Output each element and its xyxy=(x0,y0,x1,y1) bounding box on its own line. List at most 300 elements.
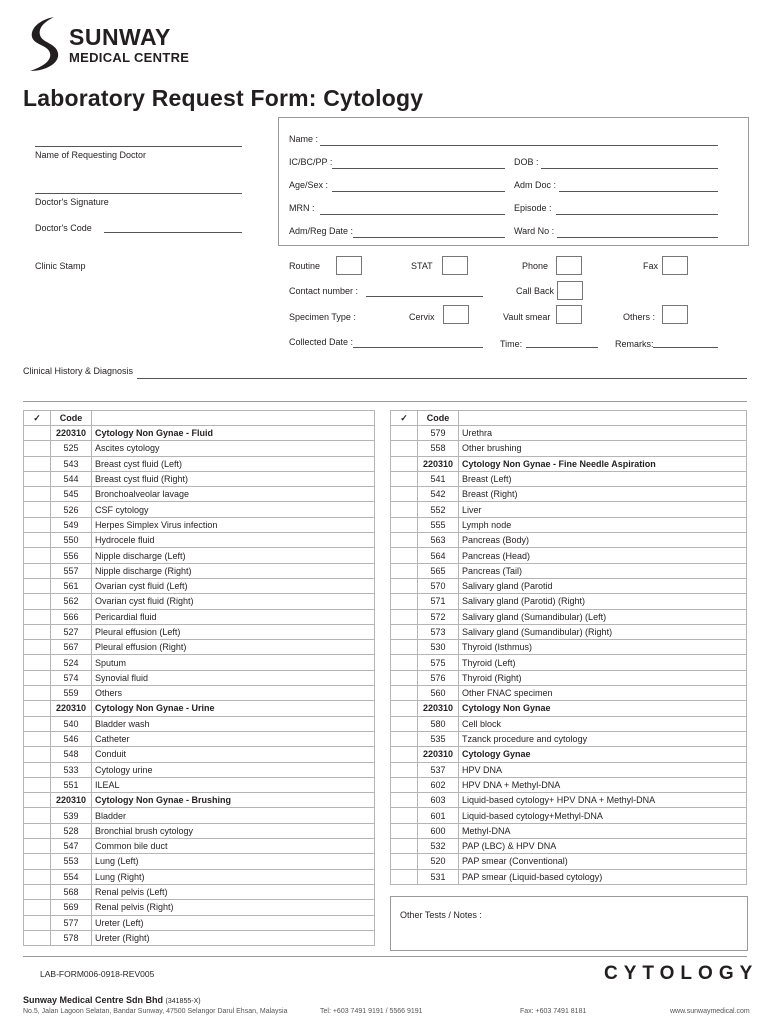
row-checkbox[interactable] xyxy=(391,747,418,762)
specimen-label: Specimen Type : xyxy=(289,312,356,322)
table-row xyxy=(24,808,375,823)
row-checkbox[interactable] xyxy=(24,471,51,486)
row-checkbox[interactable] xyxy=(24,426,51,441)
dob-field[interactable] xyxy=(541,168,718,169)
table-row xyxy=(391,869,747,884)
table-row xyxy=(24,655,375,670)
doctor-code-line[interactable] xyxy=(104,232,242,233)
company-web: www.sunwaymedical.com xyxy=(670,1008,750,1015)
row-checkbox[interactable] xyxy=(24,716,51,731)
test-code: 528 xyxy=(51,823,92,838)
table-row xyxy=(24,915,375,930)
test-name: Bronchial brush cytology xyxy=(92,823,375,838)
code-header: Code xyxy=(51,411,92,426)
row-checkbox[interactable] xyxy=(391,670,418,685)
test-name: Breast (Left) xyxy=(459,471,747,486)
test-name: Methyl-DNA xyxy=(459,823,747,838)
test-name: Ureter (Right) xyxy=(92,930,375,945)
admreg-field[interactable] xyxy=(353,237,505,238)
test-code: 601 xyxy=(418,808,459,823)
test-name: Lymph node xyxy=(459,517,747,532)
test-code: 537 xyxy=(418,762,459,777)
test-code: 542 xyxy=(418,487,459,502)
callback-checkbox[interactable] xyxy=(557,281,583,300)
test-name: Other FNAC specimen xyxy=(459,686,747,701)
table-row xyxy=(391,731,747,746)
test-code: 540 xyxy=(51,716,92,731)
test-name: Conduit xyxy=(92,747,375,762)
test-code: 569 xyxy=(51,900,92,915)
table-row xyxy=(24,640,375,655)
row-checkbox[interactable] xyxy=(24,777,51,792)
table-row xyxy=(391,533,747,548)
name-header xyxy=(459,411,747,426)
others-checkbox[interactable] xyxy=(662,305,688,324)
row-checkbox[interactable] xyxy=(24,563,51,578)
table-row xyxy=(391,624,747,639)
row-checkbox[interactable] xyxy=(24,900,51,915)
test-code: 535 xyxy=(418,731,459,746)
row-checkbox[interactable] xyxy=(24,839,51,854)
remarks-label: Remarks: xyxy=(615,339,654,349)
row-checkbox[interactable] xyxy=(24,441,51,456)
test-name: Nipple discharge (Left) xyxy=(92,548,375,563)
test-name: PAP smear (Liquid-based cytology) xyxy=(459,869,747,884)
row-checkbox[interactable] xyxy=(24,655,51,670)
test-code: 526 xyxy=(51,502,92,517)
row-checkbox[interactable] xyxy=(24,517,51,532)
others-label: Others : xyxy=(623,312,656,322)
time-label: Time: xyxy=(500,339,523,349)
row-checkbox[interactable] xyxy=(24,747,51,762)
row-checkbox[interactable] xyxy=(391,701,418,716)
table-row xyxy=(391,456,747,471)
remarks-field[interactable] xyxy=(653,347,718,348)
vault-label: Vault smear xyxy=(503,312,551,322)
test-code: 572 xyxy=(418,609,459,624)
test-code: 564 xyxy=(418,548,459,563)
test-code: 220310 xyxy=(51,793,92,808)
company-fax: Fax: +603 7491 8181 xyxy=(520,1008,587,1015)
test-name: Urethra xyxy=(459,426,747,441)
phone-label: Phone xyxy=(522,261,549,271)
test-code: 549 xyxy=(51,517,92,532)
test-name: Ascites cytology xyxy=(92,441,375,456)
test-code: 546 xyxy=(51,731,92,746)
test-name: Lung (Right) xyxy=(92,869,375,884)
row-checkbox[interactable] xyxy=(391,686,418,701)
table-row xyxy=(24,594,375,609)
table-row xyxy=(391,471,747,486)
test-name: Pancreas (Tail) xyxy=(459,563,747,578)
table-row xyxy=(24,624,375,639)
test-code: 600 xyxy=(418,823,459,838)
row-checkbox[interactable] xyxy=(391,594,418,609)
company-name-text: Sunway Medical Centre Sdn Bhd xyxy=(23,995,164,1005)
test-name: HPV DNA + Methyl-DNA xyxy=(459,777,747,792)
table-row xyxy=(391,441,747,456)
phone-checkbox[interactable] xyxy=(556,256,582,275)
table-row xyxy=(24,533,375,548)
tick-header: ✓ xyxy=(24,411,51,426)
test-code: 603 xyxy=(418,793,459,808)
test-code: 557 xyxy=(51,563,92,578)
admdoc-label: Adm Doc : xyxy=(514,180,557,190)
collected-label: Collected Date : xyxy=(289,337,354,347)
routine-checkbox[interactable] xyxy=(336,256,362,275)
row-checkbox[interactable] xyxy=(24,854,51,869)
table-row xyxy=(391,808,747,823)
row-checkbox[interactable] xyxy=(24,808,51,823)
row-checkbox[interactable] xyxy=(391,441,418,456)
clinic-stamp-label: Clinic Stamp xyxy=(35,261,86,271)
test-name: Bladder wash xyxy=(92,716,375,731)
test-code: 220310 xyxy=(51,701,92,716)
company-tel: Tel: +603 7491 9191 / 5566 9191 xyxy=(320,1008,423,1015)
row-checkbox[interactable] xyxy=(391,777,418,792)
row-checkbox[interactable] xyxy=(391,823,418,838)
clinical-history-line[interactable] xyxy=(137,378,747,379)
table-row xyxy=(24,471,375,486)
test-name: Herpes Simplex Virus infection xyxy=(92,517,375,532)
test-code: 562 xyxy=(51,594,92,609)
table-row xyxy=(24,884,375,899)
table-row xyxy=(24,731,375,746)
test-code: 220310 xyxy=(418,747,459,762)
test-name: Thyroid (Right) xyxy=(459,670,747,685)
ic-label: IC/BC/PP : xyxy=(289,157,333,167)
test-code: 602 xyxy=(418,777,459,792)
test-code: 525 xyxy=(51,441,92,456)
test-name: Ureter (Left) xyxy=(92,915,375,930)
row-checkbox[interactable] xyxy=(24,456,51,471)
test-code: 579 xyxy=(418,426,459,441)
test-code: 527 xyxy=(51,624,92,639)
test-name: PAP (LBC) & HPV DNA xyxy=(459,839,747,854)
test-code: 539 xyxy=(51,808,92,823)
row-checkbox[interactable] xyxy=(391,762,418,777)
table-row xyxy=(391,670,747,685)
table-row xyxy=(391,640,747,655)
table-row xyxy=(391,747,747,762)
table-row xyxy=(391,839,747,854)
test-code: 568 xyxy=(51,884,92,899)
test-code: 555 xyxy=(418,517,459,532)
row-checkbox[interactable] xyxy=(24,640,51,655)
test-code: 544 xyxy=(51,471,92,486)
table-row xyxy=(24,563,375,578)
table-row xyxy=(24,686,375,701)
row-checkbox[interactable] xyxy=(391,854,418,869)
contact-field[interactable] xyxy=(366,296,483,297)
row-checkbox[interactable] xyxy=(391,517,418,532)
tick-header: ✓ xyxy=(391,411,418,426)
table-row xyxy=(391,426,747,441)
test-code: 524 xyxy=(51,655,92,670)
test-code: 543 xyxy=(51,456,92,471)
row-checkbox[interactable] xyxy=(391,578,418,593)
test-code: 545 xyxy=(51,487,92,502)
test-name: Liquid-based cytology+ HPV DNA + Methyl-DNA xyxy=(459,793,747,808)
test-name: Cytology Non Gynae - Urine xyxy=(92,701,375,716)
doctor-name-label: Name of Requesting Doctor xyxy=(35,150,147,160)
test-code: 548 xyxy=(51,747,92,762)
row-checkbox[interactable] xyxy=(391,563,418,578)
row-checkbox[interactable] xyxy=(24,762,51,777)
test-name: Tzanck procedure and cytology xyxy=(459,731,747,746)
test-name: PAP smear (Conventional) xyxy=(459,854,747,869)
doctor-signature-label: Doctor's Signature xyxy=(35,197,109,207)
test-code: 533 xyxy=(51,762,92,777)
test-code: 553 xyxy=(51,854,92,869)
row-checkbox[interactable] xyxy=(24,594,51,609)
time-field[interactable] xyxy=(526,347,598,348)
table-row xyxy=(24,823,375,838)
fax-checkbox[interactable] xyxy=(662,256,688,275)
other-tests-label: Other Tests / Notes : xyxy=(400,910,482,920)
collected-field[interactable] xyxy=(353,347,483,348)
cytology-banner: CYTOLOGY xyxy=(604,963,759,984)
test-name: Liver xyxy=(459,502,747,517)
cervix-label: Cervix xyxy=(409,312,435,322)
row-checkbox[interactable] xyxy=(391,640,418,655)
test-name: Cytology Non Gynae - Fluid xyxy=(92,426,375,441)
row-checkbox[interactable] xyxy=(24,487,51,502)
test-code: 567 xyxy=(51,640,92,655)
test-code: 220310 xyxy=(418,701,459,716)
test-name: Hydrocele fluid xyxy=(92,533,375,548)
table-row xyxy=(24,747,375,762)
doctor-signature-line[interactable] xyxy=(35,193,242,194)
table-row xyxy=(24,487,375,502)
test-name: Breast cyst fluid (Right) xyxy=(92,471,375,486)
test-name: Salivary gland (Parotid) (Right) xyxy=(459,594,747,609)
doctor-name-line[interactable] xyxy=(35,146,242,147)
admreg-label: Adm/Reg Date : xyxy=(289,226,354,236)
row-checkbox[interactable] xyxy=(391,609,418,624)
row-checkbox[interactable] xyxy=(391,808,418,823)
row-checkbox[interactable] xyxy=(391,548,418,563)
test-name: Ovarian cyst fluid (Left) xyxy=(92,578,375,593)
table-row xyxy=(391,823,747,838)
row-checkbox[interactable] xyxy=(24,884,51,899)
test-code: 550 xyxy=(51,533,92,548)
table-row xyxy=(24,426,375,441)
test-name: Ovarian cyst fluid (Right) xyxy=(92,594,375,609)
test-name: Salivary gland (Parotid xyxy=(459,578,747,593)
test-name: Cell block xyxy=(459,716,747,731)
test-code: 571 xyxy=(418,594,459,609)
test-code: 576 xyxy=(418,670,459,685)
test-name: Cytology Non Gynae xyxy=(459,701,747,716)
table-row xyxy=(24,716,375,731)
row-checkbox[interactable] xyxy=(391,839,418,854)
row-checkbox[interactable] xyxy=(24,578,51,593)
test-name: Salivary gland (Sumandibular) (Left) xyxy=(459,609,747,624)
row-checkbox[interactable] xyxy=(24,670,51,685)
ward-field[interactable] xyxy=(557,237,718,238)
test-name: HPV DNA xyxy=(459,762,747,777)
row-checkbox[interactable] xyxy=(24,609,51,624)
row-checkbox[interactable] xyxy=(24,624,51,639)
table-row xyxy=(391,609,747,624)
row-checkbox[interactable] xyxy=(391,426,418,441)
table-row xyxy=(391,563,747,578)
mrn-label: MRN : xyxy=(289,203,315,213)
right-test-table xyxy=(390,410,747,885)
test-name: Others xyxy=(92,686,375,701)
test-name: Thyroid (Isthmus) xyxy=(459,640,747,655)
test-code: 566 xyxy=(51,609,92,624)
test-code: 531 xyxy=(418,869,459,884)
row-checkbox[interactable] xyxy=(24,686,51,701)
table-row xyxy=(391,701,747,716)
test-name: Nipple discharge (Right) xyxy=(92,563,375,578)
clinical-history-label: Clinical History & Diagnosis xyxy=(23,366,134,376)
test-code: 578 xyxy=(51,930,92,945)
table-row xyxy=(24,670,375,685)
row-checkbox[interactable] xyxy=(24,793,51,808)
table-row xyxy=(24,548,375,563)
table-row xyxy=(24,762,375,777)
test-name: Renal pelvis (Right) xyxy=(92,900,375,915)
callback-label: Call Back xyxy=(516,286,555,296)
test-code: 563 xyxy=(418,533,459,548)
test-code: 220310 xyxy=(51,426,92,441)
test-name: Pancreas (Head) xyxy=(459,548,747,563)
episode-field[interactable] xyxy=(556,214,718,215)
test-name: Cytology Non Gynae - Brushing xyxy=(92,793,375,808)
table-row xyxy=(391,487,747,502)
row-checkbox[interactable] xyxy=(391,471,418,486)
table-row xyxy=(391,502,747,517)
row-checkbox[interactable] xyxy=(24,548,51,563)
test-name: Liquid-based cytology+Methyl-DNA xyxy=(459,808,747,823)
test-code: 561 xyxy=(51,578,92,593)
row-checkbox[interactable] xyxy=(24,502,51,517)
test-code: 577 xyxy=(51,915,92,930)
row-checkbox[interactable] xyxy=(24,930,51,945)
test-name: Common bile duct xyxy=(92,839,375,854)
cervix-checkbox[interactable] xyxy=(443,305,469,324)
test-name: Breast (Right) xyxy=(459,487,747,502)
form-code: LAB-FORM006-0918-REV005 xyxy=(40,969,155,979)
test-name: Pleural effusion (Left) xyxy=(92,624,375,639)
test-code: 570 xyxy=(418,578,459,593)
table-row xyxy=(24,701,375,716)
row-checkbox[interactable] xyxy=(24,915,51,930)
test-code: 565 xyxy=(418,563,459,578)
row-checkbox[interactable] xyxy=(391,456,418,471)
test-name: Cytology urine xyxy=(92,762,375,777)
ic-field[interactable] xyxy=(332,168,505,169)
mrn-field[interactable] xyxy=(320,214,505,215)
table-row xyxy=(391,854,747,869)
row-checkbox[interactable] xyxy=(391,731,418,746)
table-row xyxy=(391,762,747,777)
table-row xyxy=(391,548,747,563)
row-checkbox[interactable] xyxy=(391,502,418,517)
stat-label: STAT xyxy=(411,261,433,271)
name-header xyxy=(92,411,375,426)
test-code: 560 xyxy=(418,686,459,701)
table-row xyxy=(24,854,375,869)
test-name: Bladder xyxy=(92,808,375,823)
admdoc-field[interactable] xyxy=(559,191,718,192)
table-row xyxy=(24,609,375,624)
agesex-field[interactable] xyxy=(332,191,505,192)
left-test-table xyxy=(23,410,375,946)
table-row xyxy=(24,839,375,854)
brand-subname: MEDICAL CENTRE xyxy=(69,50,190,65)
row-checkbox[interactable] xyxy=(391,487,418,502)
test-name: Salivary gland (Sumandibular) (Right) xyxy=(459,624,747,639)
table-row xyxy=(391,594,747,609)
table-row xyxy=(24,793,375,808)
row-checkbox[interactable] xyxy=(391,624,418,639)
row-checkbox[interactable] xyxy=(391,793,418,808)
row-checkbox[interactable] xyxy=(391,869,418,884)
test-name: Renal pelvis (Left) xyxy=(92,884,375,899)
fax-label: Fax xyxy=(643,261,659,271)
table-row xyxy=(24,930,375,945)
row-checkbox[interactable] xyxy=(391,716,418,731)
row-checkbox[interactable] xyxy=(24,823,51,838)
test-code: 573 xyxy=(418,624,459,639)
code-header: Code xyxy=(418,411,459,426)
test-name: Thyroid (Left) xyxy=(459,655,747,670)
patient-name-label: Name : xyxy=(289,134,319,144)
row-checkbox[interactable] xyxy=(24,533,51,548)
sunway-logo-icon xyxy=(24,15,64,73)
test-name: CSF cytology xyxy=(92,502,375,517)
doctor-code-label: Doctor's Code xyxy=(35,223,92,233)
test-code: 552 xyxy=(418,502,459,517)
table-row xyxy=(24,456,375,471)
company-address: No.5, Jalan Lagoon Selatan, Bandar Sunway, 47500 Selangor Darul Ehsan, Malaysia xyxy=(23,1008,288,1015)
table-row xyxy=(24,578,375,593)
row-checkbox[interactable] xyxy=(24,701,51,716)
ward-label: Ward No : xyxy=(514,226,555,236)
test-name: Bronchoalveolar lavage xyxy=(92,487,375,502)
test-name: Lung (Left) xyxy=(92,854,375,869)
divider xyxy=(23,401,747,402)
row-checkbox[interactable] xyxy=(24,869,51,884)
test-name: Cytology Non Gynae - Fine Needle Aspiration xyxy=(459,456,747,471)
other-tests-box[interactable] xyxy=(390,896,748,951)
table-row xyxy=(24,869,375,884)
table-row xyxy=(391,686,747,701)
row-checkbox[interactable] xyxy=(391,655,418,670)
patient-name-field[interactable] xyxy=(320,145,718,146)
table-row xyxy=(391,655,747,670)
table-row xyxy=(24,900,375,915)
company-name xyxy=(23,995,201,1005)
test-name: Pericardial fluid xyxy=(92,609,375,624)
test-code: 541 xyxy=(418,471,459,486)
test-name: Catheter xyxy=(92,731,375,746)
test-code: 551 xyxy=(51,777,92,792)
row-checkbox[interactable] xyxy=(391,533,418,548)
table-row xyxy=(24,441,375,456)
row-checkbox[interactable] xyxy=(24,731,51,746)
vault-checkbox[interactable] xyxy=(556,305,582,324)
stat-checkbox[interactable] xyxy=(442,256,468,275)
test-code: 575 xyxy=(418,655,459,670)
table-row xyxy=(391,716,747,731)
company-reg: (341855-X) xyxy=(165,998,201,1005)
test-name: ILEAL xyxy=(92,777,375,792)
